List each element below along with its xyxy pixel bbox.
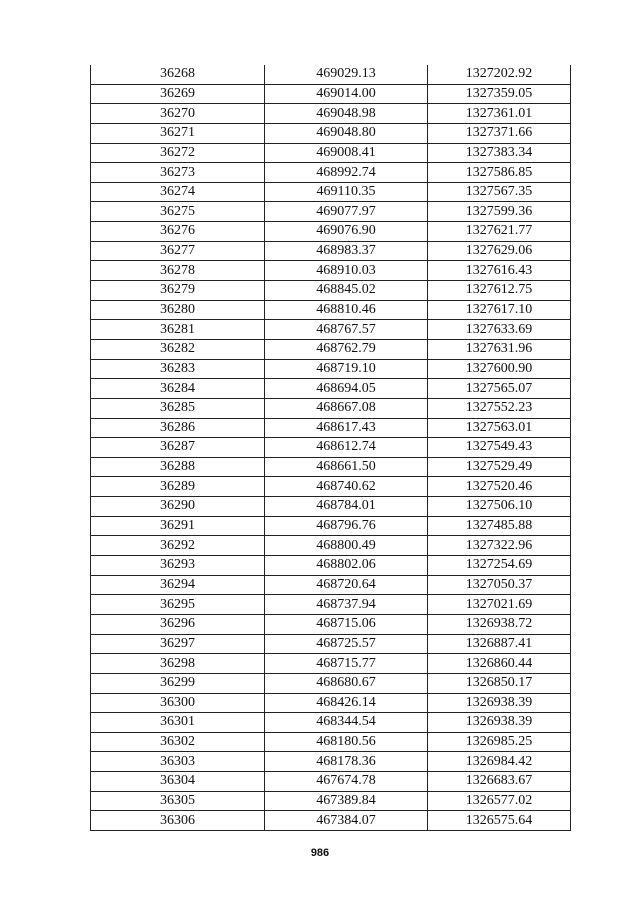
- point-id-cell: 36303: [91, 752, 265, 772]
- point-id-cell: 36287: [91, 438, 265, 458]
- y-coordinate-cell: 1327520.46: [428, 477, 571, 497]
- table-row: [91, 281, 571, 301]
- point-id-cell: 36290: [91, 497, 265, 517]
- y-coordinate-cell: 1327633.69: [428, 320, 571, 340]
- point-id-cell: 36272: [91, 143, 265, 163]
- y-coordinate-cell: 1327563.01: [428, 418, 571, 438]
- x-coordinate-cell: 468767.57: [265, 320, 428, 340]
- point-id-cell: 36302: [91, 732, 265, 752]
- x-coordinate-cell: 469008.41: [265, 143, 428, 163]
- y-coordinate-cell: 1326850.17: [428, 673, 571, 693]
- point-id-cell: 36305: [91, 791, 265, 811]
- y-coordinate-cell: 1327050.37: [428, 575, 571, 595]
- point-id-cell: 36270: [91, 104, 265, 124]
- point-id-cell: 36269: [91, 84, 265, 104]
- table-row: [91, 339, 571, 359]
- point-id-cell: 36301: [91, 713, 265, 733]
- x-coordinate-cell: 468740.62: [265, 477, 428, 497]
- y-coordinate-cell: 1326984.42: [428, 752, 571, 772]
- point-id-cell: 36281: [91, 320, 265, 340]
- table-row: [91, 654, 571, 674]
- table-row: [91, 65, 571, 84]
- x-coordinate-cell: 468737.94: [265, 595, 428, 615]
- x-coordinate-cell: 468715.77: [265, 654, 428, 674]
- point-id-cell: 36297: [91, 634, 265, 654]
- y-coordinate-cell: 1326887.41: [428, 634, 571, 654]
- point-id-cell: 36282: [91, 339, 265, 359]
- point-id-cell: 36300: [91, 693, 265, 713]
- table-row: [91, 811, 571, 831]
- y-coordinate-cell: 1327617.10: [428, 300, 571, 320]
- point-id-cell: 36295: [91, 595, 265, 615]
- table-row: [91, 634, 571, 654]
- point-id-cell: 36284: [91, 379, 265, 399]
- y-coordinate-cell: 1326938.39: [428, 693, 571, 713]
- table-row: [91, 398, 571, 418]
- x-coordinate-cell: 468426.14: [265, 693, 428, 713]
- table-row: [91, 575, 571, 595]
- x-coordinate-cell: 469076.90: [265, 222, 428, 242]
- table-row: [91, 104, 571, 124]
- table-row: [91, 300, 571, 320]
- y-coordinate-cell: 1326985.25: [428, 732, 571, 752]
- table-row: [91, 261, 571, 281]
- y-coordinate-cell: 1327552.23: [428, 398, 571, 418]
- table-row: [91, 438, 571, 458]
- x-coordinate-cell: 469048.98: [265, 104, 428, 124]
- point-id-cell: 36294: [91, 575, 265, 595]
- table-row: [91, 791, 571, 811]
- point-id-cell: 36289: [91, 477, 265, 497]
- point-id-cell: 36276: [91, 222, 265, 242]
- x-coordinate-cell: 467674.78: [265, 772, 428, 792]
- point-id-cell: 36273: [91, 163, 265, 183]
- coordinate-table: [90, 65, 571, 831]
- point-id-cell: 36271: [91, 123, 265, 143]
- table-row: [91, 713, 571, 733]
- point-id-cell: 36280: [91, 300, 265, 320]
- y-coordinate-cell: 1326938.39: [428, 713, 571, 733]
- table-row: [91, 556, 571, 576]
- y-coordinate-cell: 1327359.05: [428, 84, 571, 104]
- point-id-cell: 36277: [91, 241, 265, 261]
- table-row: [91, 516, 571, 536]
- table-row: [91, 222, 571, 242]
- table-row: [91, 379, 571, 399]
- x-coordinate-cell: 468178.36: [265, 752, 428, 772]
- point-id-cell: 36279: [91, 281, 265, 301]
- y-coordinate-cell: 1327485.88: [428, 516, 571, 536]
- x-coordinate-cell: 469048.80: [265, 123, 428, 143]
- y-coordinate-cell: 1326577.02: [428, 791, 571, 811]
- table-row: [91, 163, 571, 183]
- point-id-cell: 36278: [91, 261, 265, 281]
- point-id-cell: 36285: [91, 398, 265, 418]
- y-coordinate-cell: 1326860.44: [428, 654, 571, 674]
- table-row: [91, 359, 571, 379]
- table-row: [91, 457, 571, 477]
- x-coordinate-cell: 468725.57: [265, 634, 428, 654]
- x-coordinate-cell: 469110.35: [265, 182, 428, 202]
- table-row: [91, 84, 571, 104]
- point-id-cell: 36306: [91, 811, 265, 831]
- table-row: [91, 123, 571, 143]
- table-row: [91, 595, 571, 615]
- table-row: [91, 673, 571, 693]
- table-row: [91, 693, 571, 713]
- table-row: [91, 320, 571, 340]
- table-row: [91, 614, 571, 634]
- y-coordinate-cell: 1327631.96: [428, 339, 571, 359]
- y-coordinate-cell: 1327629.06: [428, 241, 571, 261]
- y-coordinate-cell: 1327586.85: [428, 163, 571, 183]
- y-coordinate-cell: 1327254.69: [428, 556, 571, 576]
- table-row: [91, 182, 571, 202]
- x-coordinate-cell: 468720.64: [265, 575, 428, 595]
- table-row: [91, 418, 571, 438]
- y-coordinate-cell: 1327616.43: [428, 261, 571, 281]
- x-coordinate-cell: 468800.49: [265, 536, 428, 556]
- x-coordinate-cell: 468796.76: [265, 516, 428, 536]
- y-coordinate-cell: 1327202.92: [428, 65, 571, 84]
- table-row: [91, 732, 571, 752]
- x-coordinate-cell: 469029.13: [265, 65, 428, 84]
- y-coordinate-cell: 1327549.43: [428, 438, 571, 458]
- x-coordinate-cell: 468719.10: [265, 359, 428, 379]
- x-coordinate-cell: 468845.02: [265, 281, 428, 301]
- x-coordinate-cell: 469077.97: [265, 202, 428, 222]
- x-coordinate-cell: 468802.06: [265, 556, 428, 576]
- x-coordinate-cell: 468180.56: [265, 732, 428, 752]
- y-coordinate-cell: 1326683.67: [428, 772, 571, 792]
- y-coordinate-cell: 1326575.64: [428, 811, 571, 831]
- y-coordinate-cell: 1327361.01: [428, 104, 571, 124]
- point-id-cell: 36292: [91, 536, 265, 556]
- x-coordinate-cell: 468784.01: [265, 497, 428, 517]
- y-coordinate-cell: 1327565.07: [428, 379, 571, 399]
- table-row: [91, 241, 571, 261]
- x-coordinate-cell: 468983.37: [265, 241, 428, 261]
- x-coordinate-cell: 468694.05: [265, 379, 428, 399]
- point-id-cell: 36304: [91, 772, 265, 792]
- y-coordinate-cell: 1327529.49: [428, 457, 571, 477]
- point-id-cell: 36274: [91, 182, 265, 202]
- x-coordinate-cell: 468992.74: [265, 163, 428, 183]
- point-id-cell: 36298: [91, 654, 265, 674]
- y-coordinate-cell: 1327600.90: [428, 359, 571, 379]
- point-id-cell: 36293: [91, 556, 265, 576]
- y-coordinate-cell: 1327612.75: [428, 281, 571, 301]
- table-row: [91, 772, 571, 792]
- y-coordinate-cell: 1327621.77: [428, 222, 571, 242]
- point-id-cell: 36291: [91, 516, 265, 536]
- y-coordinate-cell: 1327322.96: [428, 536, 571, 556]
- x-coordinate-cell: 468810.46: [265, 300, 428, 320]
- page-number: 986: [310, 847, 330, 859]
- point-id-cell: 36299: [91, 673, 265, 693]
- point-id-cell: 36286: [91, 418, 265, 438]
- y-coordinate-cell: 1327567.35: [428, 182, 571, 202]
- x-coordinate-cell: 468680.67: [265, 673, 428, 693]
- coordinate-table-body: [91, 65, 571, 830]
- y-coordinate-cell: 1327383.34: [428, 143, 571, 163]
- x-coordinate-cell: 468910.03: [265, 261, 428, 281]
- table-row: [91, 536, 571, 556]
- point-id-cell: 36288: [91, 457, 265, 477]
- point-id-cell: 36268: [91, 65, 265, 84]
- x-coordinate-cell: 468344.54: [265, 713, 428, 733]
- table-row: [91, 477, 571, 497]
- table-row: [91, 202, 571, 222]
- y-coordinate-cell: 1326938.72: [428, 614, 571, 634]
- point-id-cell: 36283: [91, 359, 265, 379]
- point-id-cell: 36275: [91, 202, 265, 222]
- y-coordinate-cell: 1327599.36: [428, 202, 571, 222]
- y-coordinate-cell: 1327506.10: [428, 497, 571, 517]
- table-row: [91, 752, 571, 772]
- point-id-cell: 36296: [91, 614, 265, 634]
- y-coordinate-cell: 1327021.69: [428, 595, 571, 615]
- x-coordinate-cell: 468762.79: [265, 339, 428, 359]
- x-coordinate-cell: 468667.08: [265, 398, 428, 418]
- x-coordinate-cell: 468715.06: [265, 614, 428, 634]
- y-coordinate-cell: 1327371.66: [428, 123, 571, 143]
- x-coordinate-cell: 467384.07: [265, 811, 428, 831]
- x-coordinate-cell: 468612.74: [265, 438, 428, 458]
- x-coordinate-cell: 469014.00: [265, 84, 428, 104]
- x-coordinate-cell: 468617.43: [265, 418, 428, 438]
- x-coordinate-cell: 468661.50: [265, 457, 428, 477]
- table-row: [91, 143, 571, 163]
- table-row: [91, 497, 571, 517]
- x-coordinate-cell: 467389.84: [265, 791, 428, 811]
